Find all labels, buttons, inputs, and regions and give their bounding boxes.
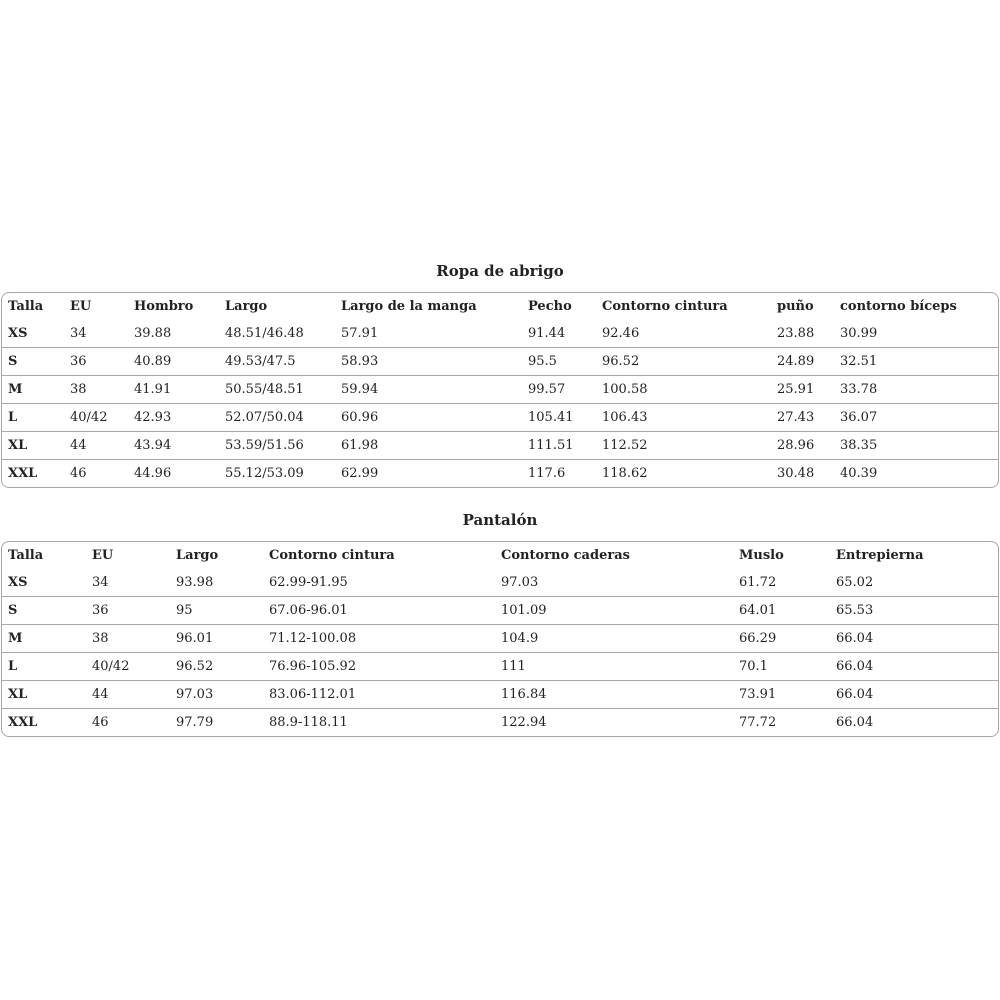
table-row <box>2 320 998 348</box>
table-row <box>2 432 998 460</box>
table-row <box>2 625 998 653</box>
table-cell: 91.44 <box>528 326 566 341</box>
column-header: puño <box>777 299 814 314</box>
table-cell: 44 <box>64 432 128 460</box>
table-cell: 46 <box>64 460 128 488</box>
column-header: Contorno caderas <box>501 548 630 563</box>
table-cell: 34 <box>70 326 87 341</box>
table-cell: 65.53 <box>830 597 998 625</box>
table-cell: 38 <box>64 376 128 404</box>
size-label-cell: XS <box>8 326 28 341</box>
table-cell: 60.96 <box>335 404 522 432</box>
table-cell: 40.39 <box>834 460 998 488</box>
table-cell: 83.06-112.01 <box>263 681 495 709</box>
table-cell: 92.46 <box>602 326 640 341</box>
table-cell: 71.12-100.08 <box>263 625 495 653</box>
size-label-cell: S <box>2 348 64 376</box>
table-row <box>2 376 998 404</box>
size-label-cell: XL <box>2 681 86 709</box>
table-cell: 50.55/48.51 <box>219 376 335 404</box>
table-cell: 73.91 <box>733 681 830 709</box>
table-cell: 36.07 <box>834 404 998 432</box>
size-label-cell: XXL <box>2 709 86 737</box>
coat-size-section <box>1 262 999 488</box>
table-cell: 100.58 <box>596 376 771 404</box>
table-cell: 39.88 <box>134 326 172 341</box>
table-cell: 40/42 <box>86 653 170 681</box>
table-cell: 101.09 <box>495 597 733 625</box>
table-cell: 61.72 <box>739 575 777 590</box>
table-row <box>2 653 998 681</box>
table-cell: 48.51/46.48 <box>225 326 304 341</box>
table-cell: 76.96-105.92 <box>263 653 495 681</box>
table-cell: 95.5 <box>522 348 596 376</box>
table-cell: 66.04 <box>830 625 998 653</box>
table-header-row <box>2 293 998 320</box>
table-row <box>2 460 998 488</box>
column-header: Contorno cintura <box>269 548 395 563</box>
table-cell: 64.01 <box>733 597 830 625</box>
table-row <box>2 681 998 709</box>
table-cell: 27.43 <box>771 404 834 432</box>
table-cell: 42.93 <box>128 404 219 432</box>
table-cell: 97.03 <box>501 575 539 590</box>
table-cell: 55.12/53.09 <box>219 460 335 488</box>
size-label-cell: L <box>2 404 64 432</box>
table-cell: 30.99 <box>840 326 878 341</box>
table-header-row <box>2 542 998 569</box>
table-row <box>2 597 998 625</box>
table-cell: 53.59/51.56 <box>219 432 335 460</box>
table-cell: 32.51 <box>834 348 998 376</box>
table-cell: 46 <box>86 709 170 737</box>
table-row <box>2 709 998 737</box>
table-cell: 96.52 <box>596 348 771 376</box>
table-cell: 117.6 <box>522 460 596 488</box>
table-cell: 65.02 <box>836 575 874 590</box>
pants-table-frame <box>1 541 999 737</box>
table-cell: 105.41 <box>522 404 596 432</box>
column-header: Largo de la manga <box>341 299 477 314</box>
column-header: Talla <box>8 548 44 563</box>
table-cell: 57.91 <box>341 326 379 341</box>
size-label-cell: M <box>2 376 64 404</box>
table-cell: 66.04 <box>830 681 998 709</box>
table-cell: 30.48 <box>771 460 834 488</box>
table-cell: 97.03 <box>170 681 263 709</box>
size-label-cell: XL <box>2 432 64 460</box>
column-header: Largo <box>176 548 219 563</box>
column-header: Pecho <box>528 299 572 314</box>
table-cell: 111 <box>495 653 733 681</box>
table-cell: 67.06-96.01 <box>263 597 495 625</box>
table-row <box>2 348 998 376</box>
table-cell: 66.29 <box>733 625 830 653</box>
table-row <box>2 569 998 597</box>
table-cell: 23.88 <box>777 326 815 341</box>
table-cell: 62.99 <box>335 460 522 488</box>
table-cell: 36 <box>86 597 170 625</box>
table-cell: 61.98 <box>335 432 522 460</box>
table-cell: 59.94 <box>335 376 522 404</box>
column-header: EU <box>92 548 114 563</box>
pants-size-section <box>1 511 999 737</box>
table-cell: 122.94 <box>495 709 733 737</box>
table-cell: 40/42 <box>64 404 128 432</box>
table-cell: 66.04 <box>830 709 998 737</box>
column-header: Contorno cintura <box>602 299 728 314</box>
size-label-cell: XS <box>8 575 28 590</box>
column-header: contorno bíceps <box>840 299 957 314</box>
table-cell: 99.57 <box>522 376 596 404</box>
table-cell: 111.51 <box>522 432 596 460</box>
table-cell: 44.96 <box>128 460 219 488</box>
table-cell: 52.07/50.04 <box>219 404 335 432</box>
table-cell: 93.98 <box>176 575 214 590</box>
pants-size-table <box>2 542 998 736</box>
table-cell: 41.91 <box>128 376 219 404</box>
table-cell: 70.1 <box>733 653 830 681</box>
table-cell: 88.9-118.11 <box>263 709 495 737</box>
column-header: Muslo <box>739 548 784 563</box>
table-cell: 34 <box>92 575 109 590</box>
table-cell: 95 <box>170 597 263 625</box>
table-cell: 66.04 <box>830 653 998 681</box>
column-header: EU <box>70 299 92 314</box>
table-cell: 96.52 <box>170 653 263 681</box>
table-cell: 116.84 <box>495 681 733 709</box>
coat-table-title: Ropa de abrigo <box>436 262 564 280</box>
table-cell: 38.35 <box>834 432 998 460</box>
table-cell: 77.72 <box>733 709 830 737</box>
table-cell: 106.43 <box>596 404 771 432</box>
table-cell: 25.91 <box>771 376 834 404</box>
table-cell: 62.99-91.95 <box>269 575 348 590</box>
pants-table-title: Pantalón <box>462 511 538 529</box>
table-cell: 33.78 <box>834 376 998 404</box>
table-cell: 40.89 <box>128 348 219 376</box>
table-cell: 44 <box>86 681 170 709</box>
coat-size-table <box>2 293 998 487</box>
table-row <box>2 404 998 432</box>
size-label-cell: XXL <box>2 460 64 488</box>
table-cell: 96.01 <box>170 625 263 653</box>
table-cell: 24.89 <box>771 348 834 376</box>
table-cell: 43.94 <box>128 432 219 460</box>
column-header: Entrepierna <box>836 548 924 563</box>
size-label-cell: S <box>2 597 86 625</box>
table-cell: 118.62 <box>596 460 771 488</box>
table-cell: 97.79 <box>170 709 263 737</box>
column-header: Hombro <box>134 299 194 314</box>
size-label-cell: M <box>2 625 86 653</box>
table-cell: 28.96 <box>771 432 834 460</box>
table-cell: 49.53/47.5 <box>219 348 335 376</box>
column-header: Largo <box>225 299 268 314</box>
column-header: Talla <box>8 299 44 314</box>
table-cell: 58.93 <box>335 348 522 376</box>
table-cell: 112.52 <box>596 432 771 460</box>
table-cell: 38 <box>86 625 170 653</box>
table-cell: 104.9 <box>495 625 733 653</box>
coat-table-frame <box>1 292 999 488</box>
size-label-cell: L <box>2 653 86 681</box>
table-cell: 36 <box>64 348 128 376</box>
